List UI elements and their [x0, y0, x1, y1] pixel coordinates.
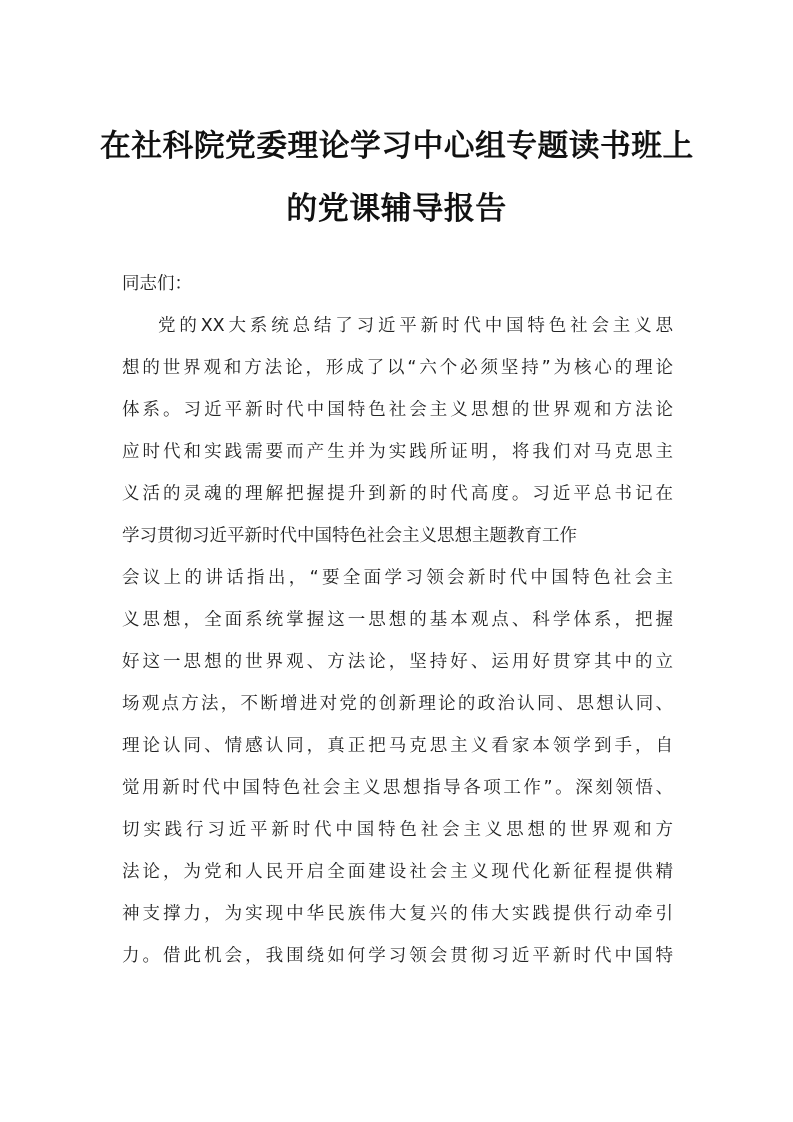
body-line: 理论认同、情感认同，真正把马克思主义看家本领学到手，自 [122, 736, 673, 756]
document-title-line-1: 在社科院党委理论学习中心组专题读书班上 [100, 128, 694, 164]
body-line: 想的世界观和方法论，形成了以“六个必须坚持”为核心的理论 [122, 358, 673, 378]
body-line: 觉用新时代中国特色社会主义思想指导各项工作”。深刻领悟、 [122, 778, 673, 798]
body-line: 好这一思想的世界观、方法论，坚持好、运用好贯穿其中的立 [122, 652, 673, 672]
body-line: 神支撑力，为实现中华民族伟大复兴的伟大实践提供行动牵引 [122, 904, 673, 924]
document-title-line-2: 的党课辅导报告 [286, 191, 507, 227]
body-line: 体系。习近平新时代中国特色社会主义思想的世界观和方法论 [122, 400, 673, 420]
body-line: 应时代和实践需要而产生并为实践所证明，将我们对马克思主 [122, 442, 673, 462]
body-line: 场观点方法，不断增进对党的创新理论的政治认同、思想认同、 [122, 694, 673, 714]
body-line: 会议上的讲话指出，“要全面学习领会新时代中国特色社会主 [122, 568, 673, 588]
body-line: 义活的灵魂的理解把握提升到新的时代高度。习近平总书记在 [122, 484, 673, 504]
body-line: 力。借此机会，我围绕如何学习领会贯彻习近平新时代中国特 [122, 946, 673, 966]
body-line: 义思想，全面系统掌握这一思想的基本观点、科学体系，把握 [122, 610, 673, 630]
body-line: 党的XX大系统总结了习近平新时代中国特色社会主义思 [158, 316, 673, 336]
body-line: 学习贯彻习近平新时代中国特色社会主义思想主题教育工作 [122, 526, 577, 546]
salutation: 同志们： [122, 274, 192, 294]
body-line: 切实践行习近平新时代中国特色社会主义思想的世界观和方 [122, 820, 673, 840]
body-line: 法论，为党和人民开启全面建设社会主义现代化新征程提供精 [122, 862, 673, 882]
